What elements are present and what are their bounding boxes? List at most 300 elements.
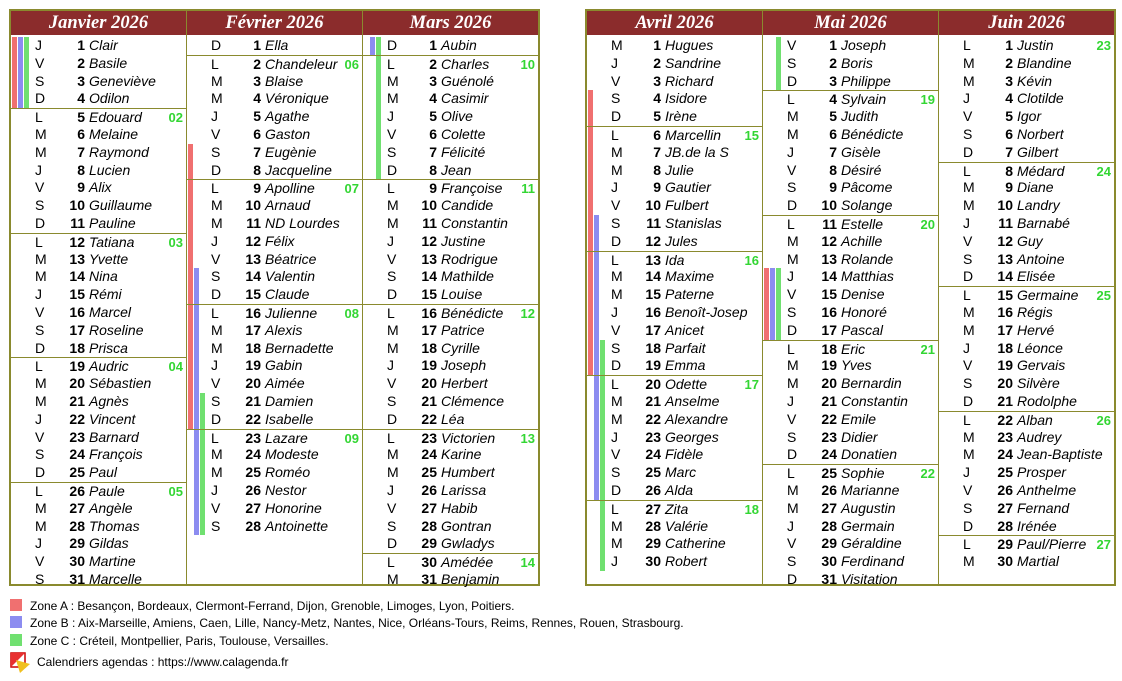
week-number: 27	[1096, 537, 1111, 553]
weekday-letter: M	[611, 143, 623, 160]
day-row	[363, 446, 538, 464]
saint-name: Claude	[265, 286, 310, 303]
saint-name: Norbert	[1017, 126, 1064, 142]
weekday-letter: M	[35, 393, 47, 409]
day-row	[763, 322, 938, 340]
saint-name: Gildas	[89, 535, 129, 552]
weekday-letter: L	[35, 358, 43, 375]
day-row	[763, 482, 938, 500]
saint-name: Pascal	[841, 321, 884, 338]
weekday-letter: S	[611, 339, 621, 356]
day-row	[11, 37, 186, 55]
weekday-letter: S	[787, 304, 797, 320]
day-number: 14	[69, 268, 85, 285]
weekday-letter: J	[787, 268, 794, 285]
zone-a-bar	[764, 268, 769, 286]
month-title: Février 2026	[187, 11, 362, 35]
calendar-block-left	[9, 9, 540, 586]
day-row	[763, 108, 938, 126]
weekday-letter: S	[387, 268, 397, 285]
day-row	[587, 162, 762, 180]
day-number: 20	[821, 375, 837, 392]
day-number: 19	[245, 357, 261, 374]
zone-b-bar	[594, 429, 599, 447]
weekday-letter: M	[611, 161, 623, 178]
day-number: 14	[821, 268, 837, 285]
weekday-letter: J	[611, 179, 618, 196]
day-number: 26	[821, 482, 837, 498]
saint-name: Silvère	[1017, 375, 1060, 392]
day-number: 18	[421, 339, 437, 356]
day-row	[587, 375, 762, 394]
day-number: 13	[997, 250, 1013, 267]
weekday-letter: M	[35, 499, 47, 516]
saint-name: Marcel	[89, 304, 132, 320]
day-row	[939, 179, 1114, 197]
day-row	[11, 108, 186, 127]
day-row	[187, 162, 362, 180]
day-row	[763, 55, 938, 73]
zone-a-bar	[588, 304, 593, 322]
day-row	[939, 553, 1114, 571]
zone-a-bar	[588, 340, 593, 358]
day-row	[363, 482, 538, 500]
day-row	[11, 233, 186, 252]
zone-a-bar	[588, 90, 593, 108]
day-row	[587, 126, 762, 145]
zone-a-bar	[588, 179, 593, 197]
weekday-letter: M	[211, 90, 223, 107]
weekday-letter: V	[611, 446, 621, 463]
month-title: Janvier 2026	[11, 11, 186, 35]
weekday-letter: S	[787, 54, 797, 71]
day-row	[363, 322, 538, 340]
day-row	[939, 464, 1114, 482]
saint-name: Catherine	[665, 535, 726, 552]
weekday-letter: M	[963, 321, 975, 338]
weekday-letter: D	[387, 286, 398, 303]
day-row	[763, 518, 938, 536]
saint-name: Constantin	[841, 393, 908, 409]
day-row	[939, 73, 1114, 91]
day-row	[763, 553, 938, 571]
day-row	[363, 179, 538, 198]
weekday-letter: S	[35, 72, 45, 89]
zone-c-bar	[600, 535, 605, 553]
saint-name: Germaine	[1017, 287, 1079, 304]
zone-c-bar	[376, 144, 381, 162]
day-row	[187, 268, 362, 286]
saint-name: Stanislas	[665, 215, 722, 231]
day-number: 21	[997, 393, 1013, 409]
saint-name: Paule	[89, 483, 125, 499]
day-number: 7	[77, 143, 85, 160]
zone-b-bar	[770, 304, 775, 322]
saint-name: Matthias	[841, 268, 894, 285]
weekday-letter: V	[611, 197, 621, 214]
day-number: 27	[69, 499, 85, 516]
weekday-letter: M	[387, 197, 399, 214]
day-number: 4	[77, 90, 85, 107]
weekday-letter: D	[787, 321, 798, 338]
saint-name: Louise	[441, 286, 483, 303]
weekday-letter: J	[787, 393, 794, 409]
saint-name: Benjamin	[441, 571, 500, 587]
saint-name: Emile	[841, 410, 877, 427]
saint-name: Chandeleur	[265, 55, 338, 72]
day-number: 4	[253, 90, 261, 107]
zone-c-bar	[376, 162, 381, 180]
weekday-letter: J	[35, 410, 42, 427]
zone-b-bar	[194, 375, 199, 393]
day-number: 21	[645, 393, 661, 409]
weekday-letter: J	[787, 517, 794, 534]
zone-b-bar	[594, 252, 599, 270]
saint-name: Casimir	[441, 90, 489, 107]
day-number: 8	[1005, 162, 1013, 179]
saint-name: Guy	[1017, 232, 1043, 249]
day-number: 14	[645, 268, 661, 285]
zone-b-label: Zone B : Aix-Marseille, Amiens, Caen, Lille, Nancy-Metz, Nantes, Nice, Orléans-Tours, Reims, Rennes, Rouen, Strasbourg.	[30, 616, 684, 630]
day-number: 2	[77, 54, 85, 71]
weekday-letter: M	[963, 428, 975, 445]
day-row	[587, 233, 762, 251]
weekday-letter: V	[211, 375, 221, 392]
day-number: 13	[421, 250, 437, 267]
day-number: 23	[245, 429, 261, 446]
weekday-letter: D	[963, 268, 974, 285]
day-row	[763, 73, 938, 91]
saint-name: Emma	[665, 357, 706, 374]
saint-name: François	[89, 446, 143, 463]
day-row	[187, 340, 362, 358]
weekday-letter: M	[35, 126, 47, 142]
day-row	[187, 37, 362, 55]
saint-name: Martine	[89, 553, 136, 570]
weekday-letter: L	[963, 536, 971, 553]
weekday-letter: L	[35, 109, 43, 126]
zone-b-bar	[770, 322, 775, 340]
weekday-letter: V	[611, 72, 621, 89]
day-number: 11	[422, 215, 437, 231]
saint-name: Igor	[1017, 108, 1042, 125]
day-number: 22	[69, 410, 85, 427]
weekday-letter: V	[963, 357, 973, 374]
calendar-block-right	[585, 9, 1116, 586]
day-number: 6	[429, 126, 437, 142]
saint-name: Aubin	[441, 37, 477, 53]
day-number: 1	[829, 37, 837, 53]
day-row	[587, 500, 762, 519]
day-row	[763, 126, 938, 144]
zone-b-bar	[594, 322, 599, 340]
saint-name: Prisca	[89, 339, 128, 356]
zone-a-bar	[188, 286, 193, 304]
zone-a-bar	[588, 233, 593, 251]
month-title: Mars 2026	[363, 11, 538, 35]
weekday-letter: L	[787, 340, 795, 357]
day-number: 17	[245, 321, 261, 338]
day-row	[363, 286, 538, 304]
day-number: 1	[1005, 37, 1013, 53]
month-title: Mai 2026	[763, 11, 938, 35]
zone-a-bar	[188, 215, 193, 233]
day-number: 8	[253, 161, 261, 178]
weekday-letter: V	[35, 428, 45, 445]
day-number: 27	[821, 499, 837, 516]
saint-name: Nina	[89, 268, 118, 285]
zone-b-bar	[594, 376, 599, 394]
week-number: 13	[520, 430, 535, 446]
saint-name: Françoise	[441, 180, 503, 197]
saint-name: Germain	[841, 517, 895, 534]
zone-b-bar	[18, 37, 23, 55]
weekday-letter: S	[211, 393, 221, 409]
weekday-letter: D	[211, 37, 222, 53]
week-number: 08	[344, 306, 359, 321]
weekday-letter: V	[611, 321, 621, 338]
zone-a-bar	[188, 340, 193, 358]
zone-c-bar	[776, 268, 781, 286]
zone-c-bar	[376, 37, 381, 55]
weekday-letter: M	[963, 446, 975, 463]
day-row	[587, 411, 762, 429]
day-number: 17	[645, 321, 661, 338]
weekday-letter: D	[35, 339, 46, 356]
weekday-letter: M	[387, 571, 399, 587]
day-number: 9	[429, 180, 437, 197]
day-number: 3	[429, 72, 437, 89]
day-number: 17	[69, 321, 85, 338]
zone-a-bar	[12, 37, 17, 55]
week-number: 10	[520, 56, 535, 72]
weekday-letter: S	[787, 428, 797, 445]
zone-b-bar	[594, 357, 599, 375]
day-row	[11, 286, 186, 304]
saint-name: Véronique	[265, 90, 329, 107]
weekday-letter: J	[963, 215, 970, 231]
day-number: 24	[245, 446, 261, 463]
weekday-letter: L	[387, 305, 395, 321]
weekday-letter: L	[387, 554, 395, 571]
zone-b-bar	[370, 37, 375, 55]
saint-name: Joseph	[441, 357, 487, 374]
day-row	[363, 37, 538, 55]
saint-name: Yvette	[89, 250, 129, 267]
day-row	[763, 233, 938, 251]
zone-c-bar	[600, 393, 605, 411]
day-number: 25	[821, 465, 837, 482]
weekday-letter: M	[787, 357, 799, 374]
day-row	[11, 322, 186, 340]
day-number: 5	[429, 108, 437, 125]
weekday-letter: V	[35, 553, 45, 570]
day-number: 27	[997, 499, 1013, 516]
saint-name: Visitation	[841, 571, 898, 587]
saint-name: Clotilde	[1017, 90, 1064, 107]
weekday-letter: M	[211, 321, 223, 338]
saint-name: Irénée	[1017, 517, 1057, 534]
zone-c-bar	[200, 464, 205, 482]
weekday-letter: D	[963, 393, 974, 409]
day-number: 20	[421, 375, 437, 392]
zone-c-bar	[200, 518, 205, 536]
day-number: 6	[1005, 126, 1013, 142]
saint-name: Paul/Pierre	[1017, 536, 1087, 553]
saint-name: Clémence	[441, 393, 505, 409]
zone-b-bar	[194, 464, 199, 482]
weekday-letter: S	[387, 517, 397, 534]
day-row	[363, 304, 538, 323]
day-row	[187, 322, 362, 340]
day-number: 6	[77, 126, 85, 142]
saint-name: Fulbert	[665, 197, 709, 214]
day-row	[763, 411, 938, 429]
zone-a-bar	[588, 144, 593, 162]
weekday-letter: D	[387, 161, 398, 178]
saint-name: Gautier	[665, 179, 711, 196]
saint-name: Yves	[841, 357, 872, 374]
weekday-letter: L	[387, 55, 395, 72]
day-row	[187, 375, 362, 393]
day-row	[939, 251, 1114, 269]
day-number: 24	[69, 446, 85, 463]
zone-a-bar	[588, 162, 593, 180]
day-number: 9	[829, 179, 837, 196]
saint-name: Diane	[1017, 179, 1054, 196]
weekday-letter: D	[611, 232, 622, 249]
day-row	[11, 162, 186, 180]
day-row	[363, 340, 538, 358]
day-row	[363, 90, 538, 108]
day-number: 28	[421, 517, 437, 534]
saint-name: Isidore	[665, 90, 708, 107]
weekday-letter: M	[787, 375, 799, 392]
saint-name: Paul	[89, 464, 118, 481]
saint-name: Gwladys	[441, 535, 495, 552]
week-number: 11	[521, 181, 535, 197]
day-number: 26	[69, 483, 85, 499]
day-row	[187, 446, 362, 464]
day-row	[939, 55, 1114, 73]
weekday-letter: L	[35, 483, 43, 499]
weekday-letter: V	[211, 126, 221, 142]
day-number: 25	[421, 464, 437, 481]
day-row	[939, 482, 1114, 500]
day-number: 9	[253, 180, 261, 197]
weekday-letter: M	[35, 375, 47, 392]
saint-name: Robert	[665, 553, 708, 570]
day-number: 1	[653, 37, 661, 53]
day-number: 4	[429, 90, 437, 107]
weekday-letter: M	[211, 464, 223, 481]
zone-c-bar	[776, 55, 781, 73]
week-number: 26	[1096, 412, 1111, 428]
day-row	[11, 90, 186, 108]
weekday-letter: V	[211, 499, 221, 516]
day-row	[939, 500, 1114, 518]
day-row	[11, 393, 186, 411]
zone-b-bar	[194, 411, 199, 429]
weekday-letter: J	[35, 161, 42, 178]
footer-link[interactable]: Calendriers agendas : https://www.calagenda.fr	[37, 655, 289, 669]
day-number: 1	[77, 37, 85, 53]
zone-c-bar	[200, 482, 205, 500]
day-row	[939, 268, 1114, 286]
weekday-letter: M	[963, 197, 975, 214]
weekday-letter: S	[35, 197, 45, 214]
weekday-letter: M	[611, 37, 623, 53]
day-number: 30	[69, 553, 85, 570]
zone-a-bar	[188, 251, 193, 269]
saint-name: Valérie	[665, 517, 709, 534]
weekday-letter: D	[611, 357, 622, 374]
day-number: 24	[821, 446, 837, 463]
day-number: 8	[429, 161, 437, 178]
saint-name: Agathe	[265, 108, 310, 125]
day-number: 28	[645, 517, 661, 534]
zone-b-bar	[594, 233, 599, 251]
day-row	[11, 375, 186, 393]
weekday-letter: S	[35, 321, 45, 338]
weekday-letter: M	[35, 143, 47, 160]
zone-c-bar	[600, 376, 605, 394]
saint-name: Benoît-Josep	[665, 304, 748, 320]
day-number: 29	[645, 535, 661, 552]
day-row	[187, 286, 362, 304]
weekday-letter: S	[963, 126, 973, 142]
saint-name: Jean-Baptiste	[1017, 446, 1103, 463]
saint-name: Arnaud	[265, 197, 311, 214]
zone-a-bar	[188, 144, 193, 162]
week-number: 15	[744, 128, 759, 143]
saint-name: Jules	[665, 232, 698, 249]
day-row	[763, 304, 938, 322]
weekday-letter: M	[211, 197, 223, 214]
weekday-letter: M	[611, 286, 623, 303]
zone-b-bar	[194, 286, 199, 304]
day-row	[11, 179, 186, 197]
weekday-letter: D	[787, 571, 798, 587]
day-number: 15	[69, 286, 85, 303]
day-row	[587, 446, 762, 464]
saint-name: Philippe	[841, 72, 891, 89]
day-row	[587, 535, 762, 553]
weekday-letter: S	[611, 215, 621, 231]
day-row	[187, 304, 362, 323]
day-number: 23	[421, 429, 437, 446]
zone-c-bar	[600, 411, 605, 429]
day-number: 25	[245, 464, 261, 481]
day-row	[11, 411, 186, 429]
saint-name: Honorine	[265, 499, 322, 516]
day-row	[11, 357, 186, 376]
day-number: 23	[997, 428, 1013, 445]
day-number: 12	[421, 232, 437, 249]
day-row	[763, 215, 938, 234]
saint-name: Fernand	[1017, 499, 1070, 516]
saint-name: Blandine	[1017, 54, 1072, 71]
zone-b-bar	[194, 430, 199, 448]
weekday-letter: J	[387, 357, 394, 374]
day-row	[363, 108, 538, 126]
day-row	[587, 108, 762, 126]
day-number: 16	[821, 304, 837, 320]
day-row	[187, 357, 362, 375]
saint-name: Justin	[1017, 37, 1054, 53]
day-row	[187, 251, 362, 269]
weekday-letter: J	[611, 428, 618, 445]
